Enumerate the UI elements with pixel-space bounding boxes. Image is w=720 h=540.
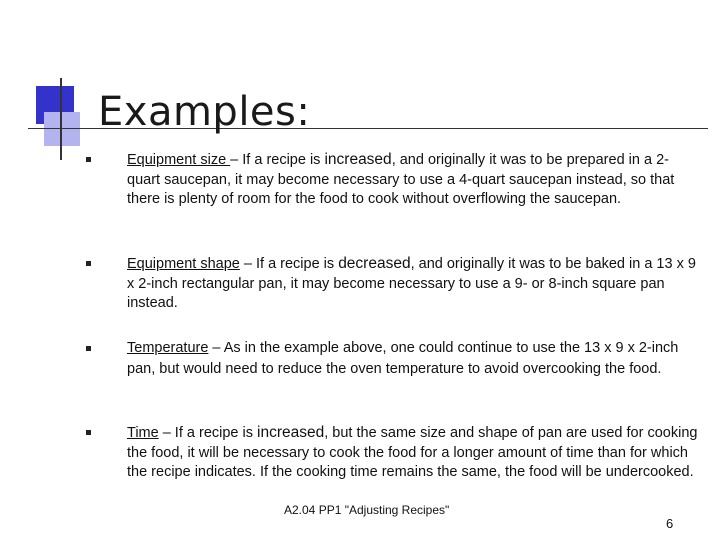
bullet-marker-icon xyxy=(86,346,91,351)
bullet-emphasis: increased xyxy=(257,424,325,441)
bullet-text xyxy=(127,150,699,210)
slide-title: Examples: xyxy=(98,89,311,135)
bullet-text xyxy=(127,339,699,379)
page-number: 6 xyxy=(666,516,674,531)
bullet-pre: – If a recipe is xyxy=(158,425,258,441)
bullet-text xyxy=(127,254,699,314)
bullet-term: Equipment shape xyxy=(127,256,240,272)
bullet-term: Temperature xyxy=(127,340,209,356)
decorative-vertical-line xyxy=(60,78,62,160)
decorative-lavender-square xyxy=(44,112,80,146)
bullet-marker-icon xyxy=(86,430,91,435)
bullet-post: , but the same size and shape of pan are used for cooking the food, it will be necessary to cook the food for a longer amount of time than for which the recipe indicates. If the cooking time remains the same, the food will be undercooked. xyxy=(127,425,698,480)
bullet-emphasis: decreased xyxy=(338,255,411,272)
bullet-pre: – If a recipe is xyxy=(239,256,339,272)
bullet-emphasis: increased xyxy=(324,151,392,168)
bullet-marker-icon xyxy=(86,261,91,266)
bullet-post: , and originally it was to be baked in a 13 x 9 x 2-inch rectangular pan, it may become necessary to use a 9- or 8-inch square pan instead. xyxy=(127,256,696,311)
slide-footer: A2.04 PP1 "Adjusting Recipes" xyxy=(284,503,450,517)
bullet-post: , and originally it was to be prepared in a 2-quart saucepan, it may become necessary to use a 4-quart saucepan instead, so that there is plenty of room for the food to cook without overflowing the saucepan. xyxy=(127,152,675,207)
bullet-term: Equipment size xyxy=(127,152,231,168)
bullet-marker-icon xyxy=(86,157,91,162)
bullet-pre: – If a recipe is xyxy=(230,152,325,168)
bullet-term: Time xyxy=(127,425,159,441)
bullet-text xyxy=(127,423,699,483)
bullet-pre: – As in the example above, one could continue to use the 13 x 9 x 2-inch pan, but would need to reduce the oven temperature to avoid overcooking the food. xyxy=(127,340,679,377)
